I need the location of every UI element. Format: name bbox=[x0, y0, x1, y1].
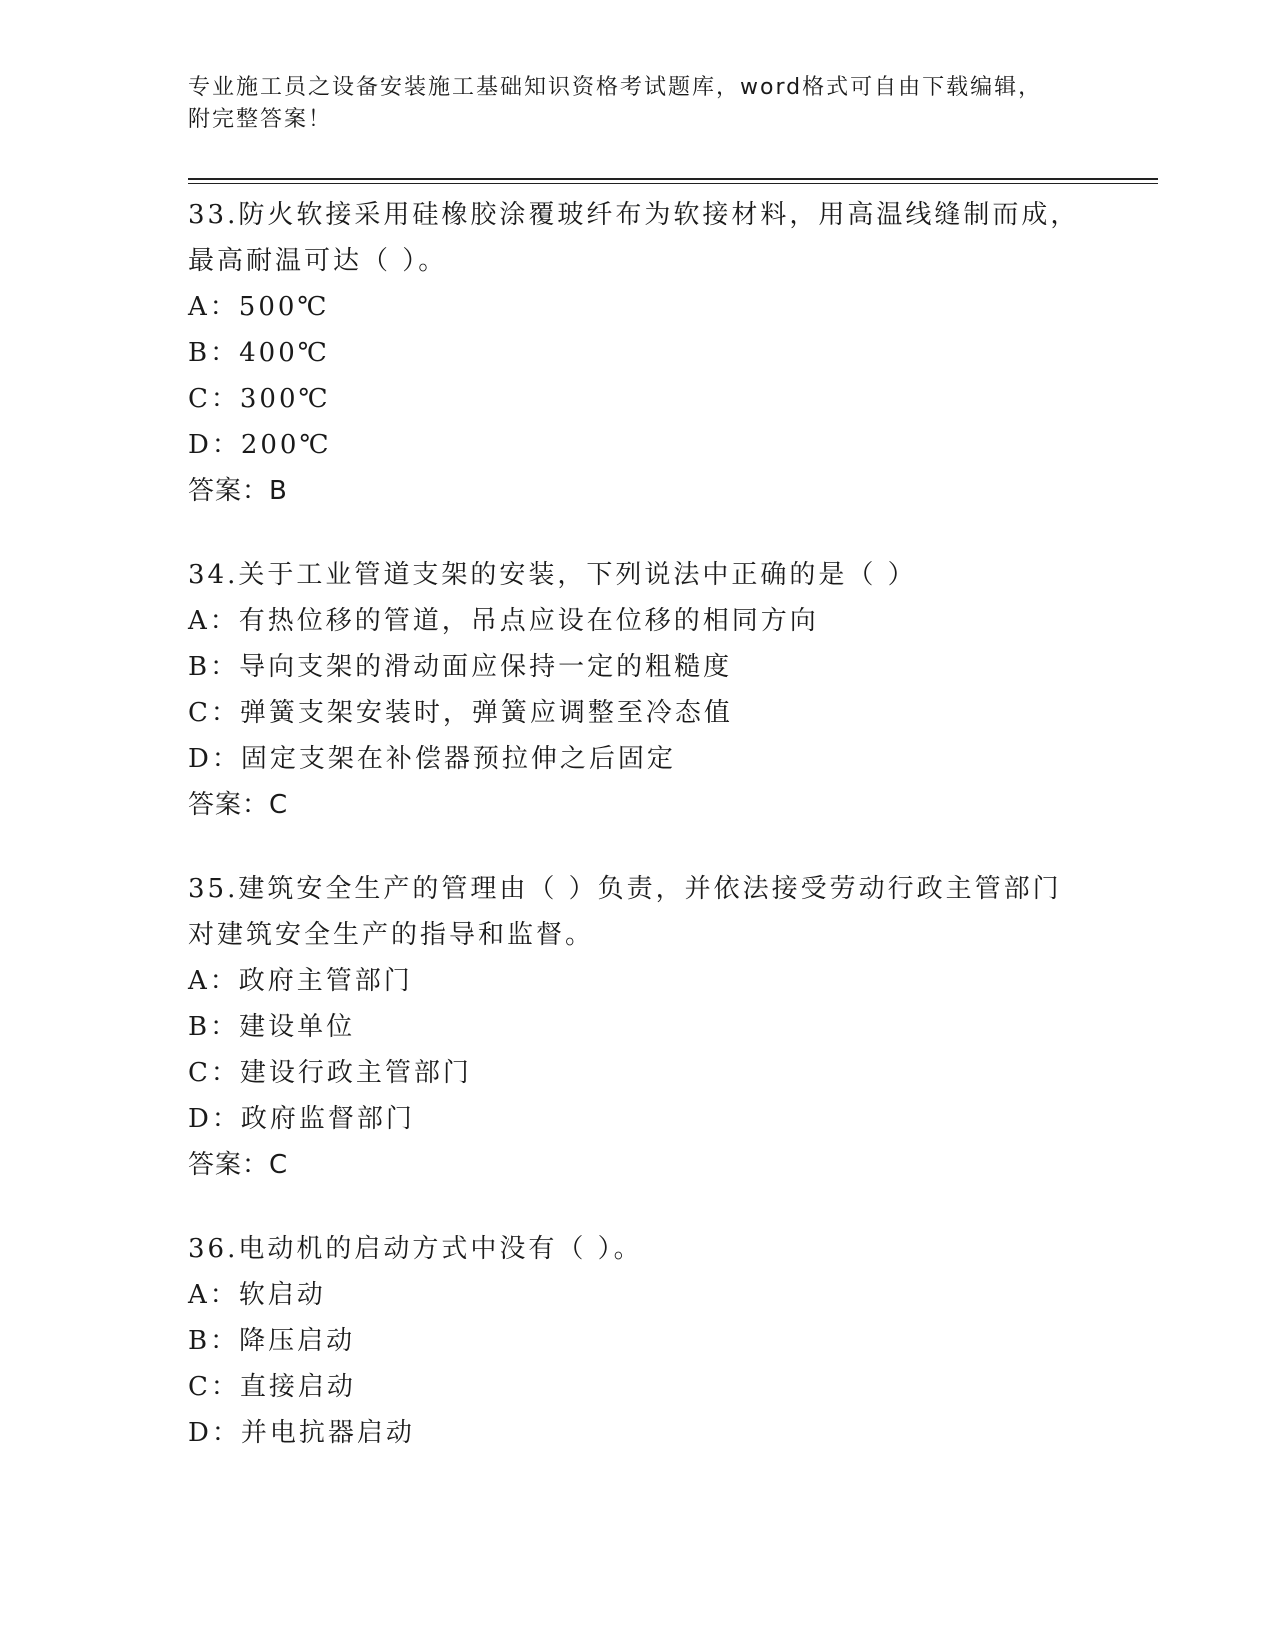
question-35 bbox=[188, 866, 1088, 1188]
header-divider-thin bbox=[188, 183, 1158, 184]
answer-label: 答案：C bbox=[188, 1150, 289, 1180]
question-text: 36.电动机的启动方式中没有（ ）。 bbox=[188, 1234, 643, 1264]
option-b: B：降压启动 bbox=[188, 1326, 356, 1356]
header-divider-thick bbox=[188, 178, 1158, 180]
answer-label: 答案：C bbox=[188, 790, 289, 820]
question-text: 33.防火软接采用硅橡胶涂覆玻纤布为软接材料，用高温线缝制而成，最高耐温可达（ ）。 bbox=[188, 200, 1080, 276]
question-33 bbox=[188, 192, 1088, 514]
option-c: C：建设行政主管部门 bbox=[188, 1058, 472, 1088]
option-a: A：政府主管部门 bbox=[188, 966, 413, 996]
header-line-2: 附完整答案！ bbox=[188, 107, 333, 132]
question-36 bbox=[188, 1226, 1088, 1456]
answer-label: 答案：B bbox=[188, 476, 288, 506]
option-a: A：软启动 bbox=[188, 1280, 326, 1310]
question-34 bbox=[188, 552, 1088, 828]
document-header bbox=[188, 72, 1068, 136]
option-b: B：400℃ bbox=[188, 338, 330, 368]
option-d: D：政府监督部门 bbox=[188, 1104, 415, 1134]
option-a: A：500℃ bbox=[188, 292, 330, 322]
option-d: D：200℃ bbox=[188, 430, 332, 460]
option-b: B：导向支架的滑动面应保持一定的粗糙度 bbox=[188, 652, 733, 682]
question-text: 35.建筑安全生产的管理由（ ）负责，并依法接受劳动行政主管部门对建筑安全生产的指导和监督。 bbox=[188, 874, 1062, 950]
option-c: C：弹簧支架安装时，弹簧应调整至冷态值 bbox=[188, 698, 733, 728]
option-c: C：300℃ bbox=[188, 384, 331, 414]
option-c: C：直接启动 bbox=[188, 1372, 356, 1402]
question-text: 34.关于工业管道支架的安装，下列说法中正确的是（ ） bbox=[188, 560, 917, 590]
option-d: D：并电抗器启动 bbox=[188, 1418, 415, 1448]
option-b: B：建设单位 bbox=[188, 1012, 356, 1042]
option-a: A：有热位移的管道，吊点应设在位移的相同方向 bbox=[188, 606, 819, 636]
question-list bbox=[188, 192, 1088, 1494]
header-line-1: 专业施工员之设备安装施工基础知识资格考试题库，word格式可自由下载编辑， bbox=[188, 75, 1043, 100]
option-d: D：固定支架在补偿器预拉伸之后固定 bbox=[188, 744, 676, 774]
